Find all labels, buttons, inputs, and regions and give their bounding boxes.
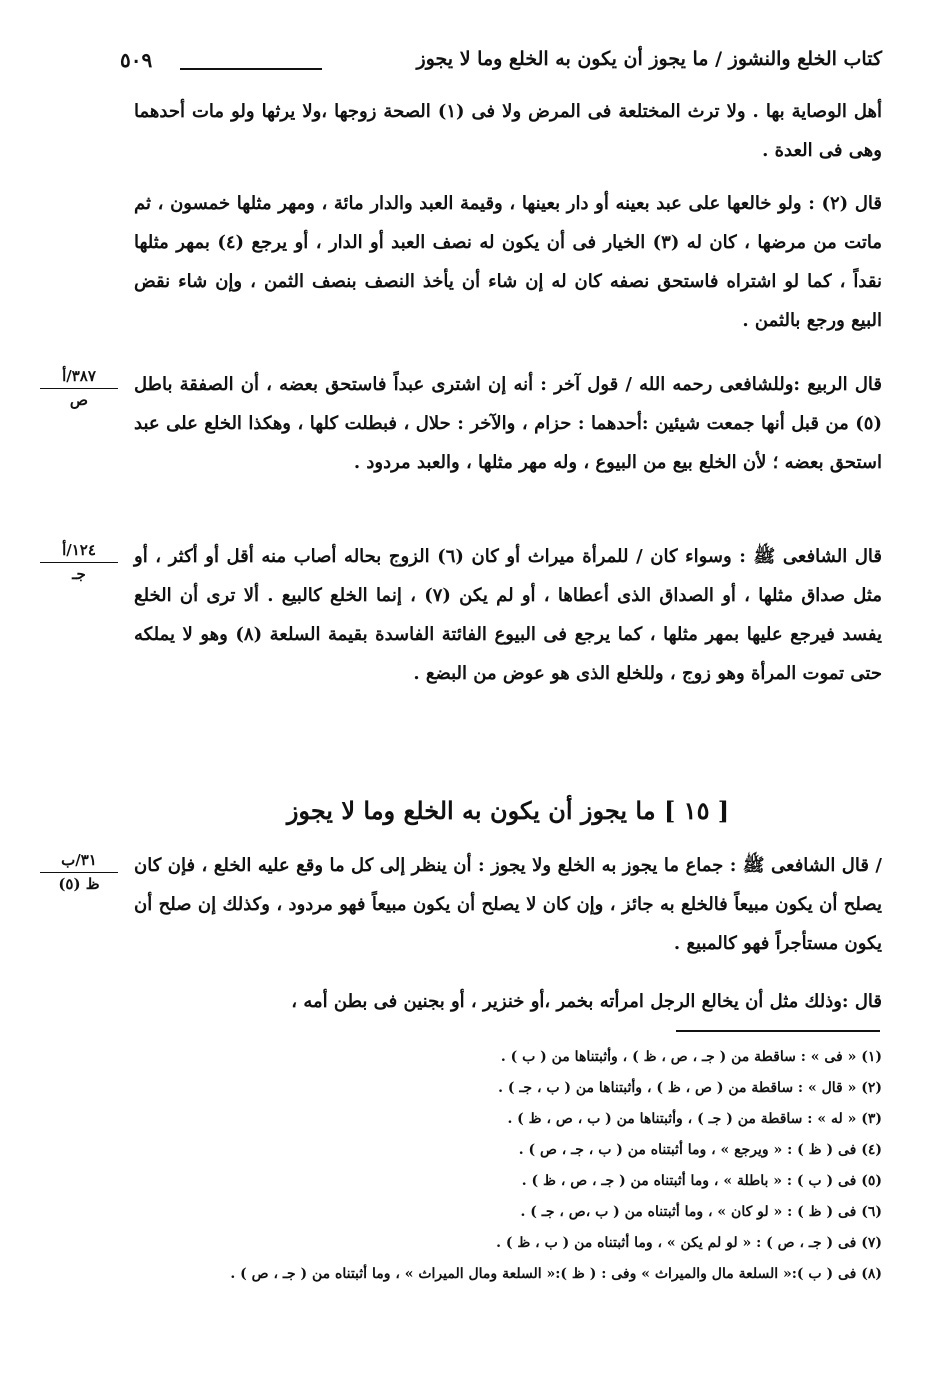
paragraph-lead: قال الشافعى ﷺ : bbox=[739, 546, 882, 567]
paragraph-4 bbox=[134, 537, 882, 693]
margin-note bbox=[40, 850, 118, 894]
paragraph-text: وسواء كان / للمرأة ميراث أو كان (٦) الزوج بحاله أصاب منه أقل أو أكثر ، أو مثل صداق مثلها ، أو الصداق الذى أعطاها ، أو لم يكن (٧) ، إنما الخلع كالبيع . ألا ترى أن الخلع يفسد فيرجع عليها بمهر مثلها ، كما يرجع فى البيوع الفائتة الفاسدة بقيمة السلعة (٨) وهو لا يملكه حتى تموت المرأة وهو زوج ، وللخلع الذى هو عوض من البضع . bbox=[134, 546, 882, 684]
paragraph-5 bbox=[134, 846, 882, 963]
paragraph-text: أهل الوصاية بها . ولا ترث المختلعة فى المرض ولا فى (١) الصحة زوجها ،ولا يرثها ولو مات أحدهما وهى فى العدة . bbox=[134, 101, 883, 161]
margin-note-manuscript: ص bbox=[69, 391, 89, 409]
paragraph-lead: / قال الشافعى ﷺ : bbox=[729, 855, 883, 876]
footnote: (١) « فى » : ساقطة من ( جـ ، ص ، ظ ) ، وأثبتناها من ( ب ) . bbox=[500, 1049, 882, 1065]
page-number: ٥٠٩ bbox=[120, 48, 153, 72]
footnote: (٦) فى ( ظ ) : « لو كان » ، وما أثبتناه من ( ب ،ص ، جـ ) . bbox=[520, 1204, 882, 1220]
header-title: كتاب الخلع والنشوز / ما يجوز أن يكون به الخلع وما لا يجوز bbox=[416, 48, 882, 70]
section-heading: [ ١٥ ] ما يجوز أن يكون به الخلع وما لا يجوز bbox=[286, 796, 730, 825]
paragraph-text: قال الربيع :وللشافعى رحمه الله / قول آخر : أنه إن اشترى عبداً فاستحق بعضه ، أن الصفقة باطل (٥) من قبل أنها جمعت شيئين :أحدهما : حزام ، والآخر : حلال ، فبطلت كلها ، وهكذا الخلع على عبد استحق بعضه ؛ لأن الخلع بيع من البيوع ، وله مهر مثلها ، والعبد مردود . bbox=[134, 374, 882, 473]
paragraph-text: وذلك مثل أن يخالع الرجل امرأته بخمر ،أو خنزير ، أو بجنين فى بطن أمه ، bbox=[291, 991, 842, 1012]
footnote: (٨) فى ( ب ):« السلعة مال والميراث » وفى : ( ظ ):« السلعة ومال الميراث » ، وما أثبتناه من ( جـ ، ص ) . bbox=[230, 1266, 882, 1282]
footnotes bbox=[134, 1042, 882, 1290]
footnote: (٤) فى ( ظ ) : « ويرجع » ، وما أثبتناه من ( ب ، جـ ، ص ) . bbox=[518, 1142, 882, 1158]
running-header bbox=[120, 48, 882, 82]
paragraph-text: جماع ما يجوز به الخلع ولا يجوز : أن ينظر إلى كل ما وقع عليه الخلع ، فإن كان يصلح أن يكون مبيعاً فالخلع به جائز ، وإن كان لا يصلح أن يكون مبيعاً فهو مردود ، وكذلك إن صلح أن يكون مستأجراً فهو كالمبيع . bbox=[134, 855, 883, 954]
paragraph-6 bbox=[134, 982, 882, 1021]
margin-note-folio: ٣١/ب bbox=[40, 850, 118, 873]
footnote-separator bbox=[676, 1030, 880, 1032]
paragraph-3 bbox=[134, 365, 882, 482]
paragraph-lead: قال (٢) : bbox=[808, 193, 882, 214]
paragraph-lead: قال : bbox=[841, 991, 882, 1012]
footnote: (٣) « له » : ساقطة من ( جـ ) ، وأثبتناها من ( ب ، ص ، ظ ) . bbox=[507, 1111, 882, 1127]
footnote: (٢) « قال » : ساقطة من ( ص ، ظ ) ، وأثبتناها من ( ب ، جـ ) . bbox=[498, 1080, 882, 1096]
margin-note-manuscript: ظ (٥) bbox=[58, 875, 100, 893]
margin-note bbox=[40, 366, 118, 410]
margin-note bbox=[40, 540, 118, 584]
margin-note-folio: ١٢٤/أ bbox=[40, 540, 118, 563]
header-rule bbox=[180, 68, 322, 70]
paragraph-text: ولو خالعها على عبد بعينه أو دار بعينها ، وقيمة العبد والدار مائة ، ومهر مثلها خمسون ، ثم ماتت من مرضها ، كان له (٣) الخيار فى أن يكون له نصف العبد أو الدار ، أو يرجع (٤) بمهر مثلها نقداً ، كما لو اشتراه فاستحق نصفه كان له إن شاء أن يأخذ النصف بنصف الثمن ، وإن شاء نقض البيع ورجع بالثمن . bbox=[134, 193, 882, 331]
footnote: (٥) فى ( ب ) : « باطلة » ، وما أثبتناه من ( جـ ، ص ، ظ ) . bbox=[521, 1173, 882, 1189]
paragraph-2 bbox=[134, 184, 882, 340]
margin-note-folio: ٣٨٧/أ bbox=[40, 366, 118, 389]
paragraph-1 bbox=[134, 92, 882, 170]
footnote: (٧) فى ( جـ ، ص ) : « لو لم يكن » ، وما أثبتناه من ( ب ، ظ ) . bbox=[496, 1235, 882, 1251]
margin-note-manuscript: جـ bbox=[72, 565, 86, 583]
